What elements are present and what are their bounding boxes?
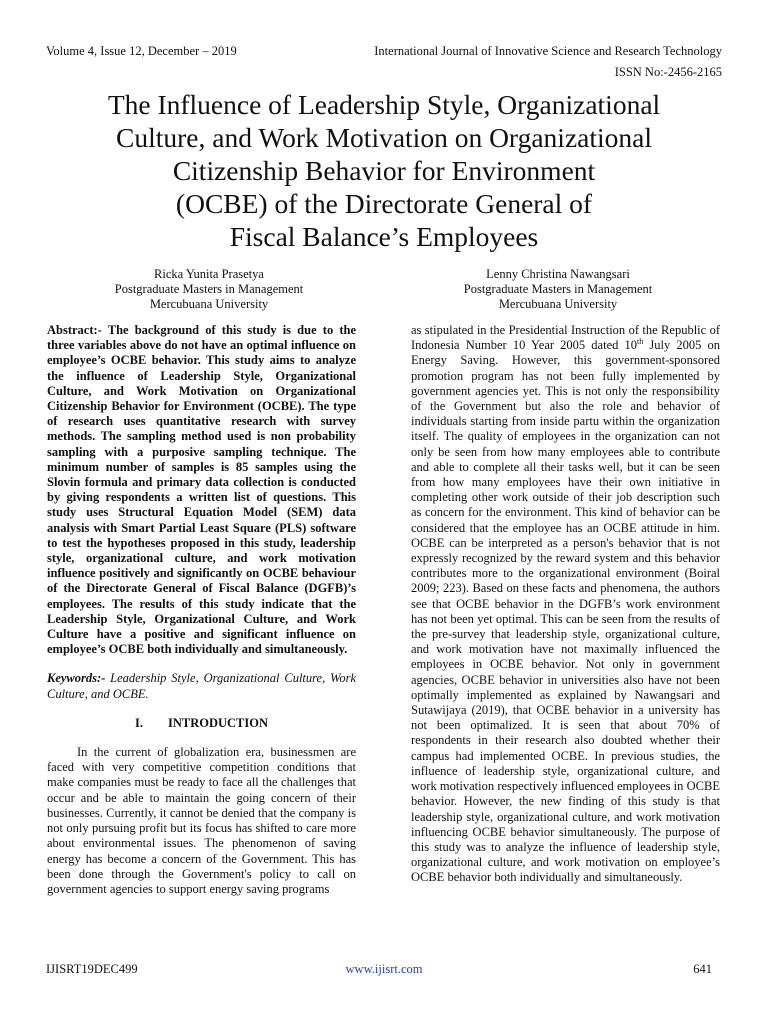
- left-column: [47, 323, 356, 897]
- body-paragraph: [411, 323, 720, 886]
- author-block-2: [428, 267, 688, 312]
- right-column: [411, 323, 720, 886]
- keywords-text: Leadership Style, Organizational Culture, Work Culture, and OCBE.: [47, 671, 356, 701]
- journal-volume: Volume 4, Issue 12, December – 2019: [46, 44, 237, 58]
- author-block-1: [79, 267, 339, 312]
- journal-name: International Journal of Innovative Science and Research Technology: [374, 44, 722, 58]
- section-heading: I. INTRODUCTION: [134, 715, 268, 730]
- author-name: Lenny Christina Nawangsari: [486, 267, 630, 281]
- title-line: Citizenship Behavior for Environment: [172, 155, 596, 186]
- keywords: [47, 671, 356, 701]
- footer-code: IJISRT19DEC499: [46, 962, 138, 976]
- ordinal-superscript: th: [637, 337, 644, 347]
- author-univ: Mercubuana University: [498, 297, 618, 311]
- body-text-1: as stipulated in the Presidential Instruction of the Republic of Indonesia Number 10 Year 2005 dated 10: [411, 323, 720, 353]
- title-line: The Influence of Leadership Style, Organizational: [107, 89, 661, 120]
- body-text-2: July 2005 on Energy Saving. However, this government-sponsored promotion program has not been fully implemented by government agencies yet. This is not only the responsibility of the Government but also the role and behavior of individuals starting from inside partu within the organization itself. The quality of employees in the organization can not only be seen from how many employees able to contribute and able to complete all their tasks well, but it can be seen from how many employees have their own initiative in completing other work outside of their job description such as concern for the environment. This kind of behavior can be considered that the employee has an OCBE attitude in him. OCBE can be interpreted as a person's behavior that is not expressly recognized by the reward system and this behavior contributes more to the organizational environment (Boiral 2009; 223). Based on these facts and phenomena, the authors see that OCBE behavior in the DGFB’s work environment has not been yet optimal. This can be seen from the results of the pre-survey that leadership style, organizational culture, and work motivation have not maximally influenced the employees in OCBE behavior. Not only in government agencies, OCBE behavior in universities also have not been optimally implemented as explained by Nawangsari and Sutawijaya (2019), that OCBE behavior in a university has not been optimalized. It is seen that about 70% of respondents in their research also doubted whether their campus had implemented OCBE. In previous studies, the influence of leadership style, organizational culture, and work motivation respectively influenced employees in OCBE behavior. However, the new finding of this study is that leadership style, organizational culture, and work motivation influencing OCBE behavior simultaneously. The purpose of this study was to analyze the influence of leadership style, organizational culture, and work motivation on employee’s OCBE behavior both individually and simultaneously.: [411, 338, 720, 885]
- title-line: Culture, and Work Motivation on Organizational: [116, 122, 652, 153]
- author-dept: Postgraduate Masters in Management: [114, 282, 304, 296]
- keywords-label: Keywords:-: [47, 671, 106, 686]
- title-line: (OCBE) of the Directorate General of: [175, 188, 593, 219]
- journal-issn: ISSN No:-2456-2165: [614, 65, 722, 79]
- page-number: 641: [693, 962, 712, 976]
- author-dept: Postgraduate Masters in Management: [463, 282, 653, 296]
- abstract: Abstract:- The background of this study is due to the three variables above do not have an optimal influence on employee’s OCBE behavior. This study aims to analyze the influence of Leadership Style, Organizational Culture, and Work Motivation on Organizational Citizenship Behavior for Environment (OCBE). The type of research uses quantitative research with survey methods. The sampling method used is non probability sampling with a purposive sampling technique. The minimum number of samples is 85 samples using the Slovin formula and primary data collection is conducted by giving respondents a written list of questions. This study uses Structural Equation Model (SEM) data analysis with Smart Partial Least Square (PLS) software to test the hypotheses proposed in this study, leadership style, organizational culture, and work motivation influence positively and significantly on OCBE behaviour of the Directorate General of Fiscal Balance (DGFB)’s employees. The results of this study indicate that the Leadership Style, Organizational Culture, and Work Culture have a positive and significant influence on employee’s OCBE both individually and simultaneously.: [47, 323, 356, 657]
- author-name: Ricka Yunita Prasetya: [154, 267, 264, 281]
- author-univ: Mercubuana University: [149, 297, 269, 311]
- footer-url[interactable]: www.ijisrt.com: [345, 962, 423, 976]
- paper-title: [40, 88, 728, 253]
- title-line: Fiscal Balance’s Employees: [229, 221, 539, 252]
- intro-paragraph: In the current of globalization era, businessmen are faced with very competitive competition conditions that make companies must be ready to face all the challenges that occur and be able to maintain the going concern of their businesses. Currently, it cannot be denied that the company is not only pursuing profit but its focus has shifted to care more about environmental issues. The phenomenon of saving energy has become a concern of the Government. This has been done through the Government's policy to call on government agencies to support energy saving programs: [47, 745, 356, 896]
